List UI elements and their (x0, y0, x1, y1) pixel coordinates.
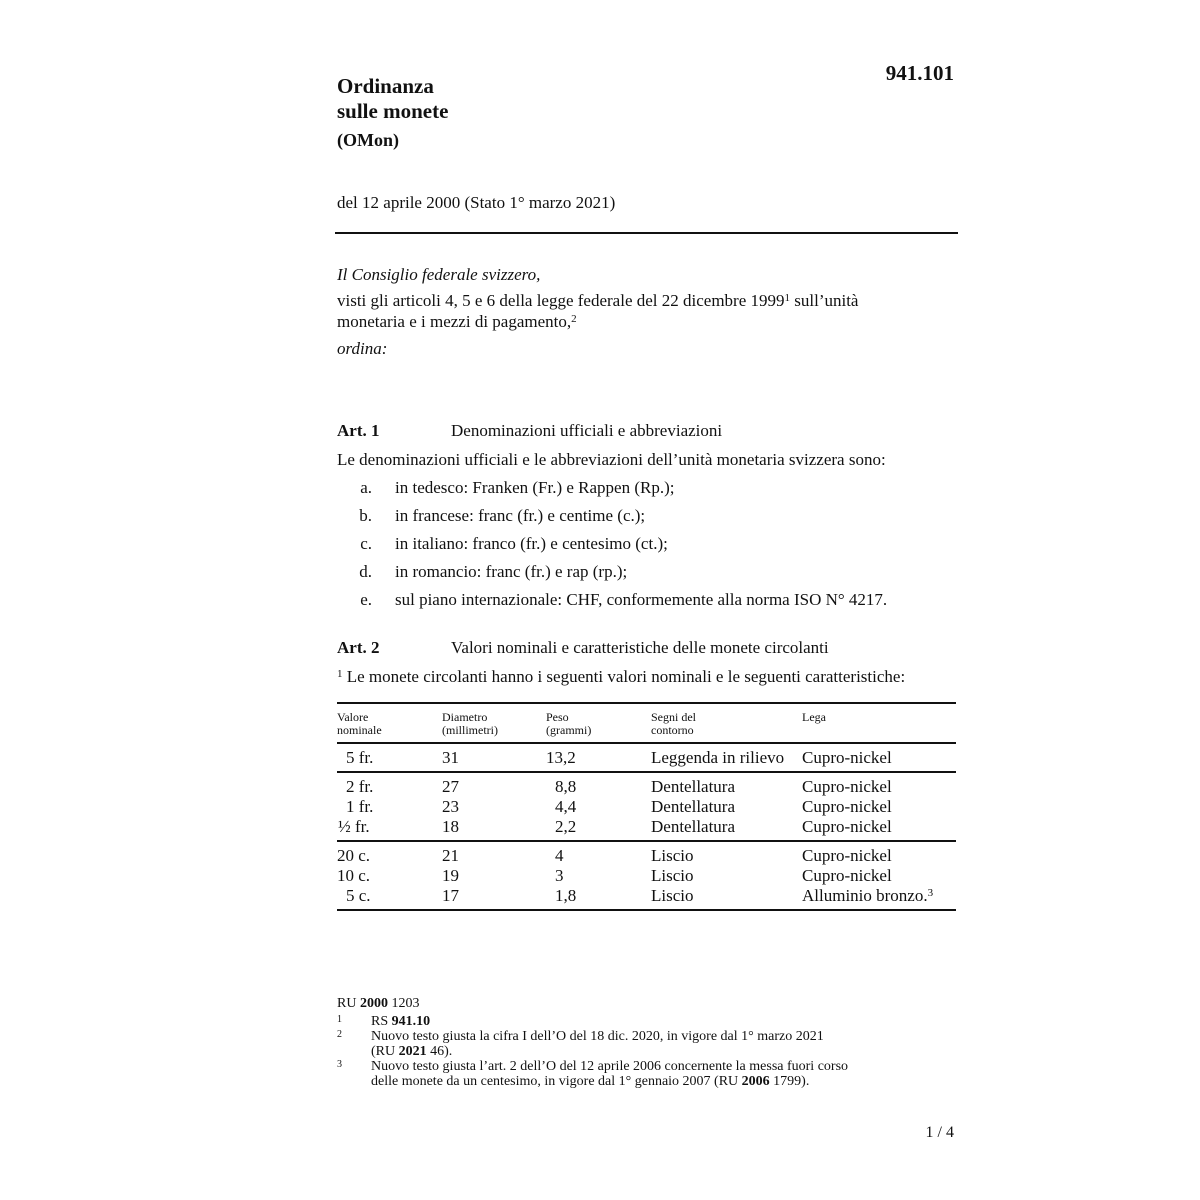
cell-peso: 3 (555, 866, 564, 885)
list-letter: e. (360, 590, 372, 609)
art2-title: Valori nominali e caratteristiche delle monete circolanti (451, 638, 829, 657)
title-line-2: sulle monete (337, 99, 449, 123)
cell-lega: Cupro-nickel (802, 748, 892, 767)
list-text: in romancio: franc (fr.) e rap (rp.); (395, 562, 628, 581)
document-title (337, 74, 448, 124)
list-item (337, 590, 887, 610)
table-row (337, 797, 956, 817)
preamble-visti (337, 290, 858, 332)
list-letter: a. (360, 478, 372, 497)
art2-number: Art. 2 (337, 638, 380, 657)
footnote-ref-1[interactable]: 1 (784, 292, 791, 304)
footnote-number: 3 (337, 1059, 342, 1070)
list-item (337, 534, 668, 554)
table-row (337, 886, 956, 910)
cell-lega: Cupro-nickel (802, 817, 892, 836)
cell-lega: Cupro-nickel (802, 797, 892, 816)
header-segni: Segni del contorno (651, 703, 802, 743)
cell-peso: 13,2 (546, 748, 576, 767)
header-rule (335, 232, 958, 234)
list-item (337, 506, 645, 526)
table-row (337, 866, 956, 886)
art1-heading (337, 421, 722, 441)
preamble-authority: Il Consiglio federale svizzero, (337, 265, 541, 284)
cell-peso: 4 (546, 841, 651, 866)
cell-segni: Liscio (651, 841, 802, 866)
footnote-number: 2 (337, 1029, 342, 1040)
cell-lega: Cupro-nickel (802, 866, 892, 885)
cell-lega: Cupro-nickel (802, 772, 956, 797)
cell-diametro: 31 (442, 748, 459, 767)
lega-text: Alluminio bronzo. (802, 886, 928, 905)
list-letter: d. (359, 562, 372, 581)
cell-valore: ½ fr. (338, 817, 370, 836)
footnote-3: 3 Nuovo testo giusta l’art. 2 dell’O del 12 aprile 2006 concernente la messa fuori corso delle monete da un centesimo, in vigore dal 1° gennaio 2007 (RU 2006 1799). (337, 1059, 849, 1089)
table-group-franchi (337, 772, 956, 841)
list-text: in italiano: franco (fr.) e centesimo (ct.); (395, 534, 668, 553)
cell-segni: Leggenda in rilievo (651, 748, 785, 767)
cell-peso: 8,8 (546, 772, 651, 797)
cell-valore: 5 c. (337, 886, 442, 910)
cell-valore: 1 fr. (346, 797, 374, 816)
cell-valore: 2 fr. (337, 772, 442, 797)
cell-valore: 10 c. (337, 866, 371, 885)
list-item (337, 562, 627, 582)
table-row (337, 841, 956, 866)
cell-peso: 1,8 (546, 886, 651, 910)
table-row (337, 817, 956, 841)
footnote-ref-3[interactable]: 3 (927, 887, 934, 899)
art2-intro (337, 666, 905, 687)
coins-table (337, 702, 956, 911)
footnote-1: 1 RS 941.10 (337, 1014, 431, 1029)
cell-segni: Liscio (651, 886, 802, 910)
list-text: in tedesco: Franken (Fr.) e Rappen (Rp.); (395, 478, 675, 497)
list-text: in francese: franc (fr.) e centime (c.); (395, 506, 646, 525)
page-number: 1 / 4 (925, 1124, 954, 1141)
cell-segni: Dentellatura (651, 772, 802, 797)
cell-diametro: 21 (442, 841, 546, 866)
art2-intro-text: Le monete circolanti hanno i seguenti valori nominali e le seguenti caratteristiche: (342, 667, 906, 686)
paragraph-number: 1 (337, 668, 343, 680)
preamble-ordina: ordina: (337, 339, 388, 358)
document-abbreviation: (OMon) (337, 130, 399, 150)
table-header-row (337, 703, 956, 743)
list-letter: b. (359, 506, 372, 525)
list-letter: c. (360, 534, 372, 553)
table-row (337, 772, 956, 797)
art2-heading (337, 638, 829, 658)
cell-lega (802, 886, 956, 910)
cell-segni: Liscio (651, 866, 694, 885)
footnote-number: 1 (337, 1014, 342, 1025)
cell-diametro: 17 (442, 886, 546, 910)
visti-text-2: sull’unità (790, 291, 859, 310)
header-lega: Lega (802, 703, 956, 743)
table-group-centesimi (337, 841, 956, 910)
footnotes (337, 996, 848, 1089)
cell-valore: 5 fr. (346, 748, 374, 767)
table-group-5fr (337, 743, 956, 772)
cell-segni: Dentellatura (651, 797, 736, 816)
cell-diametro: 23 (442, 797, 459, 816)
sr-number: 941.101 (885, 61, 954, 85)
footnote-2: 2 Nuovo testo giusta la cifra I dell’O del 18 dic. 2020, in vigore dal 1° marzo 2021 (RU 2021 46). (337, 1029, 824, 1059)
cell-lega: Cupro-nickel (802, 841, 956, 866)
list-item (337, 478, 675, 498)
cell-segni: Dentellatura (651, 817, 736, 836)
cell-diametro: 18 (442, 817, 459, 836)
cell-valore: 20 c. (337, 841, 442, 866)
list-text: sul piano internazionale: CHF, conformemente alla norma ISO N° 4217. (395, 590, 888, 609)
table-row (337, 743, 956, 772)
footnote-ref-2[interactable]: 2 (571, 313, 577, 325)
art1-title: Denominazioni ufficiali e abbreviazioni (451, 421, 723, 440)
cell-diametro: 19 (442, 866, 459, 885)
cell-peso: 4,4 (555, 797, 577, 816)
header-diametro: Diametro (millimetri) (442, 703, 546, 743)
ru-reference: RU 2000 1203 (337, 996, 420, 1011)
art1-intro: Le denominazioni ufficiali e le abbreviazioni dell’unità monetaria svizzera sono: (337, 450, 886, 469)
title-line-1: Ordinanza (337, 74, 434, 98)
visti-text-3: monetaria e i mezzi di pagamento, (337, 312, 572, 331)
visti-text-1: visti gli articoli 4, 5 e 6 della legge federale del 22 dicembre 1999 (337, 291, 785, 310)
header-peso: Peso (grammi) (546, 703, 651, 743)
cell-peso: 2,2 (555, 817, 577, 836)
document-date: del 12 aprile 2000 (Stato 1° marzo 2021) (337, 193, 616, 212)
art1-number: Art. 1 (337, 421, 380, 440)
cell-diametro: 27 (442, 772, 546, 797)
header-valore: Valore nominale (337, 703, 442, 743)
